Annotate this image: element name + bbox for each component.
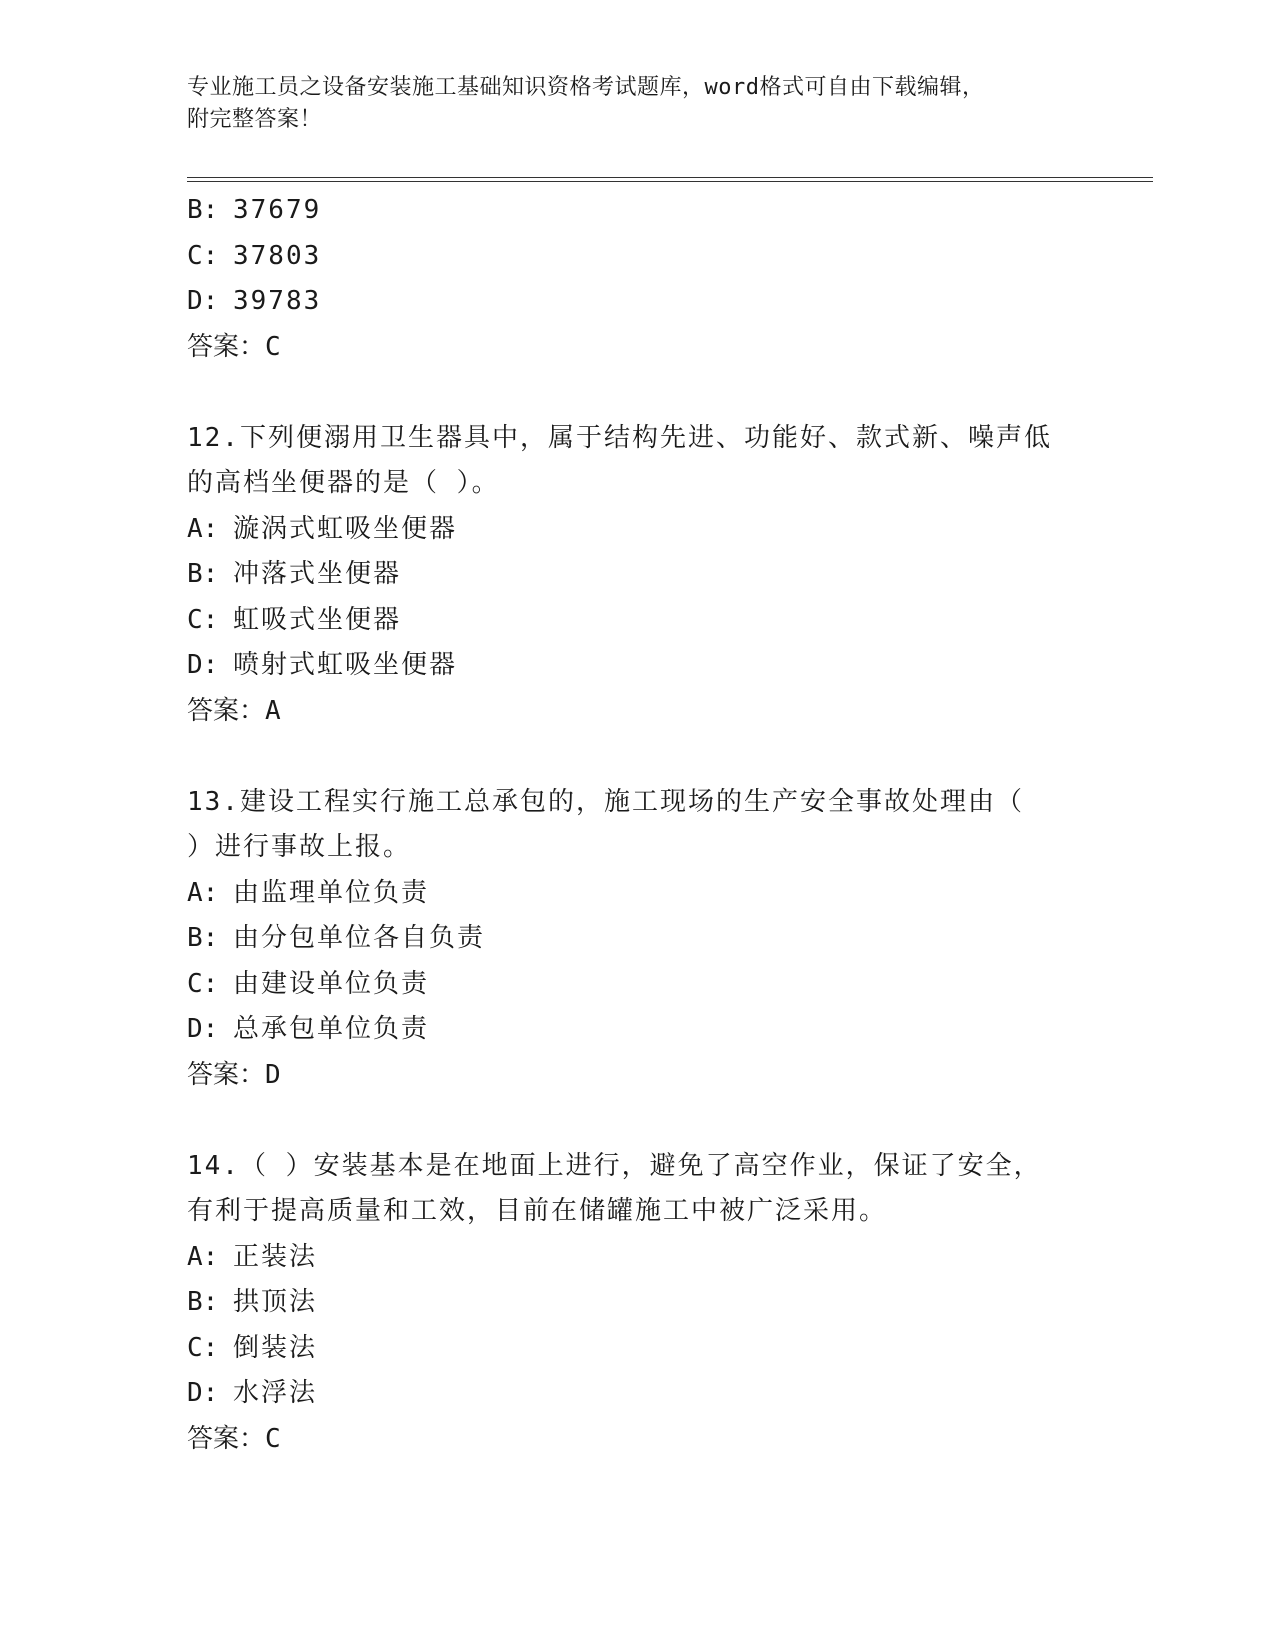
- answer-label: 答案：: [187, 1059, 266, 1090]
- option-c: [187, 234, 1117, 280]
- header-title-line-2: 附完整答案！: [187, 107, 323, 132]
- option-label: C:: [187, 604, 219, 635]
- answer-line: [187, 1417, 1117, 1463]
- document-header: [187, 72, 1067, 136]
- option-c: [187, 962, 1117, 1008]
- option-text: 喷射式虹吸坐便器: [233, 650, 458, 680]
- option-label: C:: [187, 968, 219, 999]
- answer-line: [187, 689, 1117, 735]
- answer-label: 答案：: [187, 331, 266, 362]
- option-text: 37679: [233, 195, 322, 225]
- question-11-continued: [187, 188, 1117, 370]
- question-stem-line: 的高档坐便器的是（ ）。: [187, 468, 500, 498]
- option-text: 37803: [233, 240, 322, 271]
- answer-value: D: [265, 1059, 283, 1090]
- option-label: B:: [187, 559, 219, 589]
- question-stem-line: 13.建设工程实行施工总承包的，施工现场的生产安全事故处理由（: [187, 786, 1024, 817]
- option-text: 倒装法: [233, 1332, 318, 1363]
- option-b: [187, 1280, 1117, 1326]
- question-spacer: [187, 370, 1117, 416]
- option-a: [187, 1235, 1117, 1281]
- answer-value: C: [265, 331, 283, 362]
- answer-label: 答案：: [187, 1423, 266, 1454]
- option-text: 由建设单位负责: [233, 968, 430, 999]
- question-stem-line: 14.（ ）安装基本是在地面上进行，避免了高空作业，保证了安全，: [187, 1150, 1042, 1181]
- question-14: [187, 1144, 1117, 1463]
- option-label: D:: [187, 1014, 219, 1044]
- option-a: [187, 507, 1117, 553]
- option-text: 拱顶法: [233, 1287, 318, 1317]
- option-label: D:: [187, 1378, 219, 1408]
- option-text: 39783: [233, 286, 322, 316]
- question-spacer: [187, 734, 1117, 780]
- option-text: 正装法: [233, 1241, 318, 1272]
- option-text: 冲落式坐便器: [233, 559, 402, 589]
- option-text: 漩涡式虹吸坐便器: [233, 513, 458, 544]
- option-b: [187, 916, 1117, 962]
- option-label: D:: [187, 286, 219, 316]
- option-d: [187, 643, 1117, 689]
- question-spacer: [187, 1098, 1117, 1144]
- option-text: 虹吸式坐便器: [233, 604, 402, 635]
- option-text: 总承包单位负责: [233, 1014, 430, 1044]
- option-label: B:: [187, 1287, 219, 1317]
- option-text: 水浮法: [233, 1378, 318, 1408]
- answer-label: 答案：: [187, 695, 266, 726]
- option-b: [187, 188, 1117, 234]
- answer-line: [187, 325, 1117, 371]
- option-label: B:: [187, 923, 219, 953]
- option-c: [187, 1326, 1117, 1372]
- answer-value: A: [265, 695, 283, 726]
- option-label: A:: [187, 513, 219, 544]
- option-label: A:: [187, 877, 219, 908]
- option-text: 由分包单位各自负责: [233, 923, 486, 953]
- option-label: C:: [187, 1332, 219, 1363]
- option-label: B:: [187, 195, 219, 225]
- question-13: [187, 780, 1117, 1099]
- option-label: C:: [187, 240, 219, 271]
- option-label: D:: [187, 650, 219, 680]
- option-a: [187, 871, 1117, 917]
- option-b: [187, 552, 1117, 598]
- answer-line: [187, 1053, 1117, 1099]
- document-body: [187, 188, 1117, 1462]
- option-text: 由监理单位负责: [233, 877, 430, 908]
- header-title-line-1: 专业施工员之设备安装施工基础知识资格考试题库，word格式可自由下载编辑，: [187, 75, 985, 100]
- question-12: [187, 416, 1117, 735]
- option-d: [187, 1371, 1117, 1417]
- question-stem-line: ）进行事故上报。: [187, 832, 412, 862]
- question-stem-line: 12.下列便溺用卫生器具中，属于结构先进、功能好、款式新、噪声低: [187, 422, 1052, 453]
- option-c: [187, 598, 1117, 644]
- answer-value: C: [265, 1423, 283, 1454]
- option-label: A:: [187, 1241, 219, 1272]
- option-d: [187, 279, 1117, 325]
- header-divider: [187, 177, 1153, 182]
- option-d: [187, 1007, 1117, 1053]
- question-stem-line: 有利于提高质量和工效，目前在储罐施工中被广泛采用。: [187, 1196, 888, 1226]
